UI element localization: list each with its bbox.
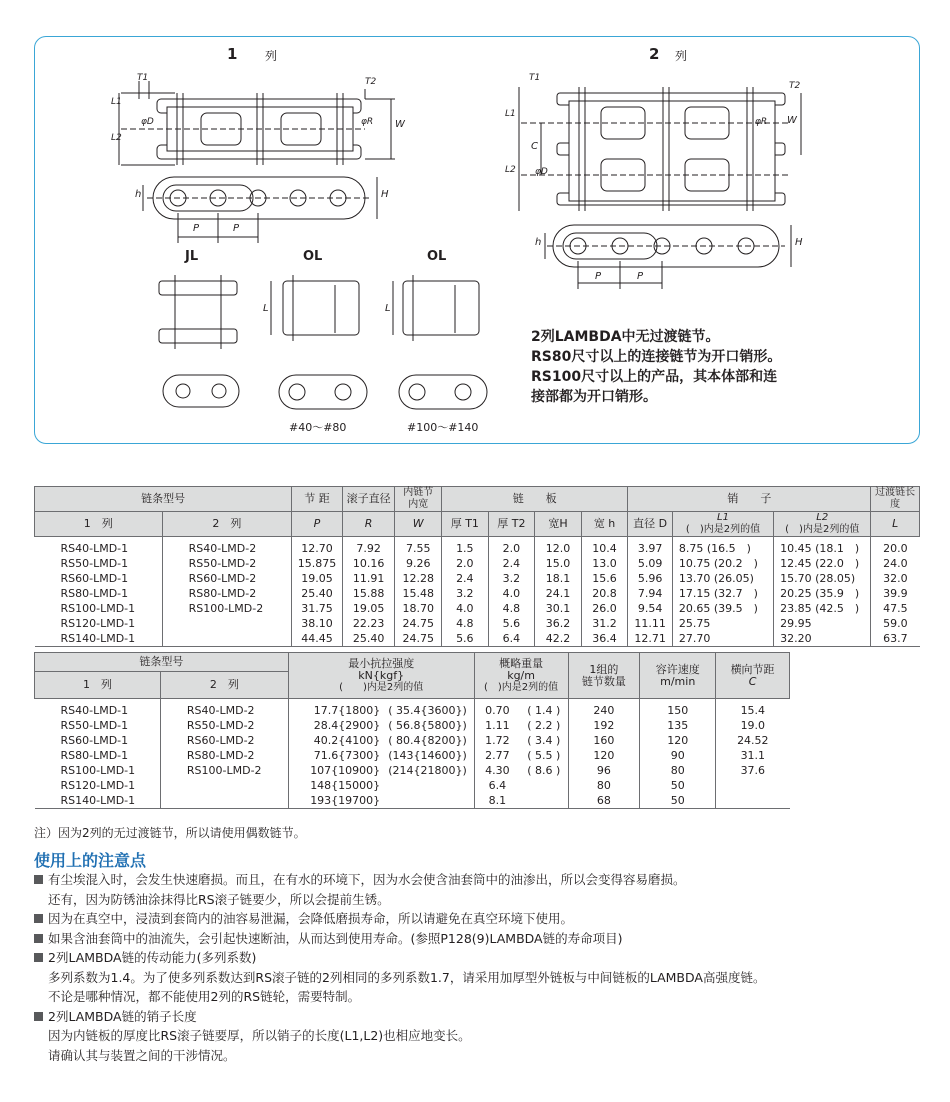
- usage-notes-list: [34, 870, 934, 1065]
- cell-m2: RS40-LMD-2: [162, 537, 292, 557]
- table-row: [35, 537, 920, 557]
- cell-m2: RS40-LMD-2: [160, 699, 288, 719]
- dim-H-single: H: [381, 189, 389, 200]
- cell-p: 31.75: [292, 601, 343, 616]
- col-t1: 厚 T1: [442, 512, 489, 537]
- cell-l1: 8.75 (16.5 ): [672, 537, 773, 557]
- dim-l1-double: L1: [505, 109, 516, 119]
- double-strand-note: [531, 327, 781, 407]
- cell-m2: RS50-LMD-2: [160, 718, 288, 733]
- cell-n: 160: [568, 733, 640, 748]
- cell-m1: RS60-LMD-1: [60, 734, 129, 747]
- cell-t1: 5.6: [442, 631, 489, 647]
- table-row: [35, 763, 790, 778]
- cell-h: 36.2: [535, 616, 582, 631]
- cell-h: 26.0: [581, 601, 628, 616]
- table-row: [35, 631, 920, 647]
- chain-diagram-panel: [34, 36, 920, 444]
- cell-v: 50: [640, 778, 716, 793]
- note-item: [34, 909, 934, 929]
- cell-r: 11.91: [342, 571, 395, 586]
- dim-d-double: φD: [535, 167, 548, 177]
- cell-r: 25.40: [342, 631, 395, 647]
- cell-m2: [160, 793, 288, 809]
- cell-p: 12.70: [292, 537, 343, 557]
- cell-m1: RS100-LMD-1: [60, 602, 136, 615]
- dim-l2-double: L2: [505, 165, 516, 175]
- dim-r-single: φR: [361, 117, 374, 127]
- dim-H-double: H: [795, 237, 803, 248]
- col-pitch: 节 距: [292, 487, 343, 512]
- cell-v: 135: [640, 718, 716, 733]
- note-item: [34, 948, 934, 968]
- table-row: [35, 793, 790, 809]
- cell-w2: [520, 778, 568, 793]
- cell-t2: (214{21800}): [388, 764, 467, 777]
- cell-h: 18.1: [535, 571, 582, 586]
- cell-h: 36.4: [581, 631, 628, 647]
- cell-m1: RS100-LMD-1: [60, 764, 136, 777]
- col-l1: L1 ( )内是2列的值: [672, 512, 773, 537]
- col-roller: 滚子直径: [342, 487, 395, 512]
- cell-t2: [382, 778, 474, 793]
- bullet-square-icon: [34, 875, 43, 884]
- cell-l1: 17.15 (32.7 ): [672, 586, 773, 601]
- cell-n: 120: [568, 748, 640, 763]
- table-row: [35, 748, 790, 763]
- cell-l1: 13.70 (26.05): [672, 571, 773, 586]
- cell-c: 19.0: [716, 718, 790, 733]
- cell-t1: 4.8: [442, 616, 489, 631]
- col-l2: L2 ( )内是2列的值: [774, 512, 871, 537]
- cell-m1: RS50-LMD-1: [60, 557, 129, 570]
- table-row: [35, 733, 790, 748]
- cell-p: 38.10: [292, 616, 343, 631]
- cell-t2: ( 56.8{5800}): [388, 719, 467, 732]
- note-text: 有尘埃混入时，会发生快速磨损。而且，在有水的环境下，因为水会使含油套筒中的油渗出，所以会变得容易磨损。: [48, 872, 686, 887]
- cell-p: 44.45: [292, 631, 343, 647]
- cell-t2: 2.4: [488, 556, 535, 571]
- cell-l: 20.0: [871, 537, 920, 557]
- cell-t1: 17.7{1800}: [288, 699, 382, 719]
- cell-p: 19.05: [292, 571, 343, 586]
- dim-t1-double: T1: [529, 73, 541, 83]
- cell-h: 20.8: [581, 586, 628, 601]
- cell-v: 150: [640, 699, 716, 719]
- col-p: P: [292, 512, 343, 537]
- ol-label-2: OL: [427, 249, 447, 264]
- note-continuation: 因为内链板的厚度比RS滚子链要厚，所以销子的长度(L1,L2)也相应地变长。: [48, 1028, 471, 1043]
- cell-h: 13.0: [581, 556, 628, 571]
- col-w: W: [395, 512, 442, 537]
- dim-w-single: W: [395, 119, 405, 130]
- dim-l-ol-2: L: [385, 303, 391, 314]
- note-text: 2列LAMBDA链的传动能力(多列系数): [48, 950, 257, 965]
- cell-m2: RS100-LMD-2: [160, 763, 288, 778]
- bullet-square-icon: [34, 1012, 43, 1021]
- table-row: [35, 556, 920, 571]
- dim-p-double-1: P: [595, 271, 602, 282]
- note-text: 如果含油套筒中的油流失，会引起快速断油，从而达到使用寿命。(参照P128(9)LAMBDA链的寿命项目): [48, 930, 623, 946]
- cell-w1: 4.30: [474, 763, 520, 778]
- cell-t2: ( 35.4{3600}): [388, 704, 467, 717]
- dim-p-single-2: P: [233, 223, 240, 234]
- dim-d-single: φD: [141, 117, 154, 127]
- cell-w1: 0.70: [474, 699, 520, 719]
- cell-t2: [382, 793, 474, 809]
- cell-l2: 32.20: [774, 631, 871, 647]
- cell-l2: 10.45 (18.1 ): [774, 537, 871, 557]
- cell-w2: ( 1.4 ): [527, 704, 561, 717]
- single-strand-number: 1: [227, 45, 238, 63]
- cell-l: 47.5: [871, 601, 920, 616]
- col-double: 2 列: [162, 512, 292, 537]
- dimension-table: [34, 486, 920, 647]
- col-single: 1 列: [35, 512, 163, 537]
- cell-d: 7.94: [628, 586, 673, 601]
- cell-w2: ( 8.6 ): [527, 764, 561, 777]
- col-r: R: [342, 512, 395, 537]
- cell-m1: RS60-LMD-1: [60, 572, 129, 585]
- cell-w: 15.48: [395, 586, 442, 601]
- cell-p: 15.875: [292, 556, 343, 571]
- dim-h-double: h: [535, 237, 542, 248]
- cell-t2: 4.0: [488, 586, 535, 601]
- col-d: 直径 D: [628, 512, 673, 537]
- cell-m2: RS50-LMD-2: [162, 556, 292, 571]
- cell-t2: ( 80.4{8200}): [388, 734, 467, 747]
- cell-m2: [160, 778, 288, 793]
- dim-t1-single: T1: [137, 73, 149, 83]
- cell-t1: 2.4: [442, 571, 489, 586]
- cell-r: 22.23: [342, 616, 395, 631]
- note-continuation: 请确认其与装置之间的干涉情况。: [48, 1047, 236, 1063]
- double-strand-number: 2: [649, 45, 660, 63]
- cell-l2: 23.85 (42.5 ): [774, 601, 871, 616]
- note-text: 因为在真空中，浸渍到套筒内的油容易泄漏，会降低磨损寿命，所以请避免在真空环境下使用。: [48, 911, 574, 926]
- cell-w1: 8.1: [474, 793, 520, 809]
- note-text: 2列LAMBDA链的销子长度: [48, 1008, 197, 1024]
- cell-w: 18.70: [395, 601, 442, 616]
- cell-m2: RS60-LMD-2: [160, 733, 288, 748]
- dim-l-ol-1: L: [263, 303, 269, 314]
- cell-t1: 28.4{2900}: [288, 718, 382, 733]
- cell-m2: RS80-LMD-2: [160, 748, 288, 763]
- cell-m2: RS100-LMD-2: [162, 601, 292, 616]
- dim-l2-single: L2: [111, 133, 122, 143]
- bullet-square-icon: [34, 953, 43, 962]
- dim-l1-single: L1: [111, 97, 122, 107]
- dim-c-double: C: [531, 141, 538, 152]
- jl-link-view: [159, 275, 239, 407]
- cell-l1: 27.70: [672, 631, 773, 647]
- bullet-square-icon: [34, 934, 43, 943]
- cell-m1: RS40-LMD-1: [60, 542, 129, 555]
- note-continuation: 不论是哪种情况，都不能使用2列的RS链轮，需要特制。: [48, 989, 361, 1004]
- cell-h: 12.0: [535, 537, 582, 557]
- cell-m2: RS80-LMD-2: [162, 586, 292, 601]
- dim-w-double: W: [787, 115, 797, 126]
- col-tensile: 最小抗拉强度 kN{kgf} ( )内是2列的值: [288, 653, 474, 699]
- footnote: 注）因为2列的无过渡链节，所以请使用偶数链节。: [34, 826, 306, 840]
- cell-w: 24.75: [395, 631, 442, 647]
- cell-r: 7.92: [342, 537, 395, 557]
- chain-drawings: [35, 37, 921, 445]
- cell-h: 30.1: [535, 601, 582, 616]
- cell-c: [716, 793, 790, 809]
- cell-c: 24.52: [716, 733, 790, 748]
- cell-t1: 4.0: [442, 601, 489, 616]
- col-pin: 销 子: [628, 487, 871, 512]
- ol-range-40-80: #40～#80: [289, 421, 347, 434]
- cell-v: 80: [640, 763, 716, 778]
- cell-d: 5.09: [628, 556, 673, 571]
- cell-w2: ( 5.5 ): [527, 749, 561, 762]
- col-h: 宽 h: [581, 512, 628, 537]
- cell-w1: 2.77: [474, 748, 520, 763]
- cell-w1: 1.11: [474, 718, 520, 733]
- cell-m2: RS60-LMD-2: [162, 571, 292, 586]
- cell-l2: 20.25 (35.9 ): [774, 586, 871, 601]
- cell-l2: 12.45 (22.0 ): [774, 556, 871, 571]
- cell-l2: 15.70 (28.05): [774, 571, 871, 586]
- col-H: 宽H: [535, 512, 582, 537]
- cell-m1: RS50-LMD-1: [60, 719, 129, 732]
- cell-c: 31.1: [716, 748, 790, 763]
- cell-l: 63.7: [871, 631, 920, 647]
- cell-c: 15.4: [716, 699, 790, 719]
- ol-link-view-1: [271, 275, 367, 409]
- single-strand-top-view: [119, 81, 395, 165]
- cell-t1: 1.5: [442, 537, 489, 557]
- cell-l1: 10.75 (20.2 ): [672, 556, 773, 571]
- cell-n: 240: [568, 699, 640, 719]
- note-item: [34, 1007, 934, 1027]
- cell-w1: 6.4: [474, 778, 520, 793]
- cell-w2: ( 2.2 ): [527, 719, 561, 732]
- cell-w2: [520, 793, 568, 809]
- cell-h: 24.1: [535, 586, 582, 601]
- note-line: RS80尺寸以上的连接链节为开口销形。: [531, 349, 782, 365]
- cell-t1: 40.2{4100}: [288, 733, 382, 748]
- table-row: [35, 586, 920, 601]
- cell-t1: 2.0: [442, 556, 489, 571]
- col-single: 1 列: [35, 672, 161, 699]
- cell-t1: 193{19700}: [288, 793, 382, 809]
- cell-n: 96: [568, 763, 640, 778]
- col-double: 2 列: [160, 672, 288, 699]
- table-row: [35, 601, 920, 616]
- cell-l1: 25.75: [672, 616, 773, 631]
- cell-l1: 20.65 (39.5 ): [672, 601, 773, 616]
- cell-t1: 3.2: [442, 586, 489, 601]
- cell-c: [716, 778, 790, 793]
- table-row: [35, 571, 920, 586]
- cell-r: 15.88: [342, 586, 395, 601]
- cell-t2: 2.0: [488, 537, 535, 557]
- table-row: [35, 699, 790, 719]
- dim-t2-double: T2: [789, 81, 801, 91]
- cell-m2: [162, 616, 292, 631]
- cell-w: 24.75: [395, 616, 442, 631]
- note-line: 接部都为开口销形。: [531, 389, 657, 405]
- dim-h-single: h: [135, 189, 142, 200]
- cell-h: 15.6: [581, 571, 628, 586]
- note-line: RS100尺寸以上的产品，其本体部和连: [531, 369, 778, 385]
- cell-m1: RS40-LMD-1: [60, 704, 129, 717]
- col-t2: 厚 T2: [488, 512, 535, 537]
- cell-d: 12.71: [628, 631, 673, 647]
- ol-range-100-140: #100～#140: [407, 421, 479, 434]
- cell-h: 42.2: [535, 631, 582, 647]
- ol-label-1: OL: [303, 249, 323, 264]
- cell-t1: 148{15000}: [288, 778, 382, 793]
- dim-r-double: φR: [755, 117, 768, 127]
- cell-w: 12.28: [395, 571, 442, 586]
- col-l: L: [871, 512, 920, 537]
- cell-h: 15.0: [535, 556, 582, 571]
- cell-r: 19.05: [342, 601, 395, 616]
- cell-m1: RS140-LMD-1: [35, 631, 163, 647]
- cell-t1: 71.6{7300}: [288, 748, 382, 763]
- cell-d: 9.54: [628, 601, 673, 616]
- table-row: [35, 616, 920, 631]
- cell-l2: 29.95: [774, 616, 871, 631]
- cell-p: 25.40: [292, 586, 343, 601]
- note-line: 2列LAMBDA中无过渡链节。: [531, 329, 720, 345]
- cell-m2: [162, 631, 292, 647]
- cell-m1: RS80-LMD-1: [60, 587, 129, 600]
- single-strand-side-view: [143, 177, 377, 243]
- cell-d: 11.11: [628, 616, 673, 631]
- dim-t2-single: T2: [365, 77, 377, 87]
- cell-h: 31.2: [581, 616, 628, 631]
- usage-notes-title: 使用上的注意点: [34, 851, 147, 870]
- col-model: 链条型号: [35, 653, 289, 672]
- cell-v: 90: [640, 748, 716, 763]
- cell-w1: 1.72: [474, 733, 520, 748]
- strength-table: [34, 652, 790, 809]
- cell-t2: 5.6: [488, 616, 535, 631]
- table-row: [35, 778, 790, 793]
- cell-l: 24.0: [871, 556, 920, 571]
- note-item: [34, 929, 934, 949]
- cell-m1: RS80-LMD-1: [60, 749, 129, 762]
- cell-r: 10.16: [342, 556, 395, 571]
- cell-m1: RS140-LMD-1: [35, 793, 161, 809]
- cell-n: 68: [568, 793, 640, 809]
- col-model: 链条型号: [35, 487, 292, 512]
- col-links-per-set: 1组的 链节数量: [568, 653, 640, 699]
- col-plate: 链 板: [442, 487, 628, 512]
- cell-t2: (143{14600}): [388, 749, 467, 762]
- cell-t2: 3.2: [488, 571, 535, 586]
- table-row: [35, 718, 790, 733]
- single-strand-label: 列: [265, 49, 278, 63]
- cell-v: 120: [640, 733, 716, 748]
- cell-t1: 107{10900}: [288, 763, 382, 778]
- col-allowable-speed: 容许速度 m/min: [640, 653, 716, 699]
- cell-n: 80: [568, 778, 640, 793]
- cell-t2: 4.8: [488, 601, 535, 616]
- bullet-square-icon: [34, 914, 43, 923]
- cell-m1: RS120-LMD-1: [60, 617, 136, 630]
- double-strand-side-view: [545, 225, 791, 289]
- col-inner-width: 内链节 内宽: [395, 487, 442, 512]
- col-weight: 概略重量 kg/m ( )内是2列的值: [474, 653, 568, 699]
- cell-n: 192: [568, 718, 640, 733]
- cell-l: 32.0: [871, 571, 920, 586]
- ol-link-view-2: [393, 275, 487, 409]
- double-strand-label: 列: [675, 49, 688, 63]
- cell-w2: ( 3.4 ): [527, 734, 561, 747]
- cell-m1: RS120-LMD-1: [60, 779, 136, 792]
- cell-w: 7.55: [395, 537, 442, 557]
- note-item: [34, 870, 934, 890]
- col-transverse-pitch: 横向节距 C: [716, 653, 790, 699]
- jl-label: JL: [185, 249, 199, 264]
- cell-d: 5.96: [628, 571, 673, 586]
- dim-p-double-2: P: [637, 271, 644, 282]
- double-strand-top-view: [519, 87, 801, 211]
- cell-l: 59.0: [871, 616, 920, 631]
- cell-w: 9.26: [395, 556, 442, 571]
- note-continuation: 还有，因为防锈油涂抹得比RS滚子链要少，所以会提前生锈。: [48, 891, 390, 907]
- cell-v: 50: [640, 793, 716, 809]
- col-offset-length: 过渡链长度: [871, 487, 920, 512]
- note-continuation: 多列系数为1.4。为了使多列系数达到RS滚子链的2列相同的多列系数1.7，请采用加厚型外链板与中间链板的LAMBDA高强度链。: [48, 969, 766, 985]
- cell-h: 10.4: [581, 537, 628, 557]
- cell-d: 3.97: [628, 537, 673, 557]
- cell-c: 37.6: [716, 763, 790, 778]
- cell-l: 39.9: [871, 586, 920, 601]
- cell-t2: 6.4: [488, 631, 535, 647]
- dim-p-single-1: P: [193, 223, 200, 234]
